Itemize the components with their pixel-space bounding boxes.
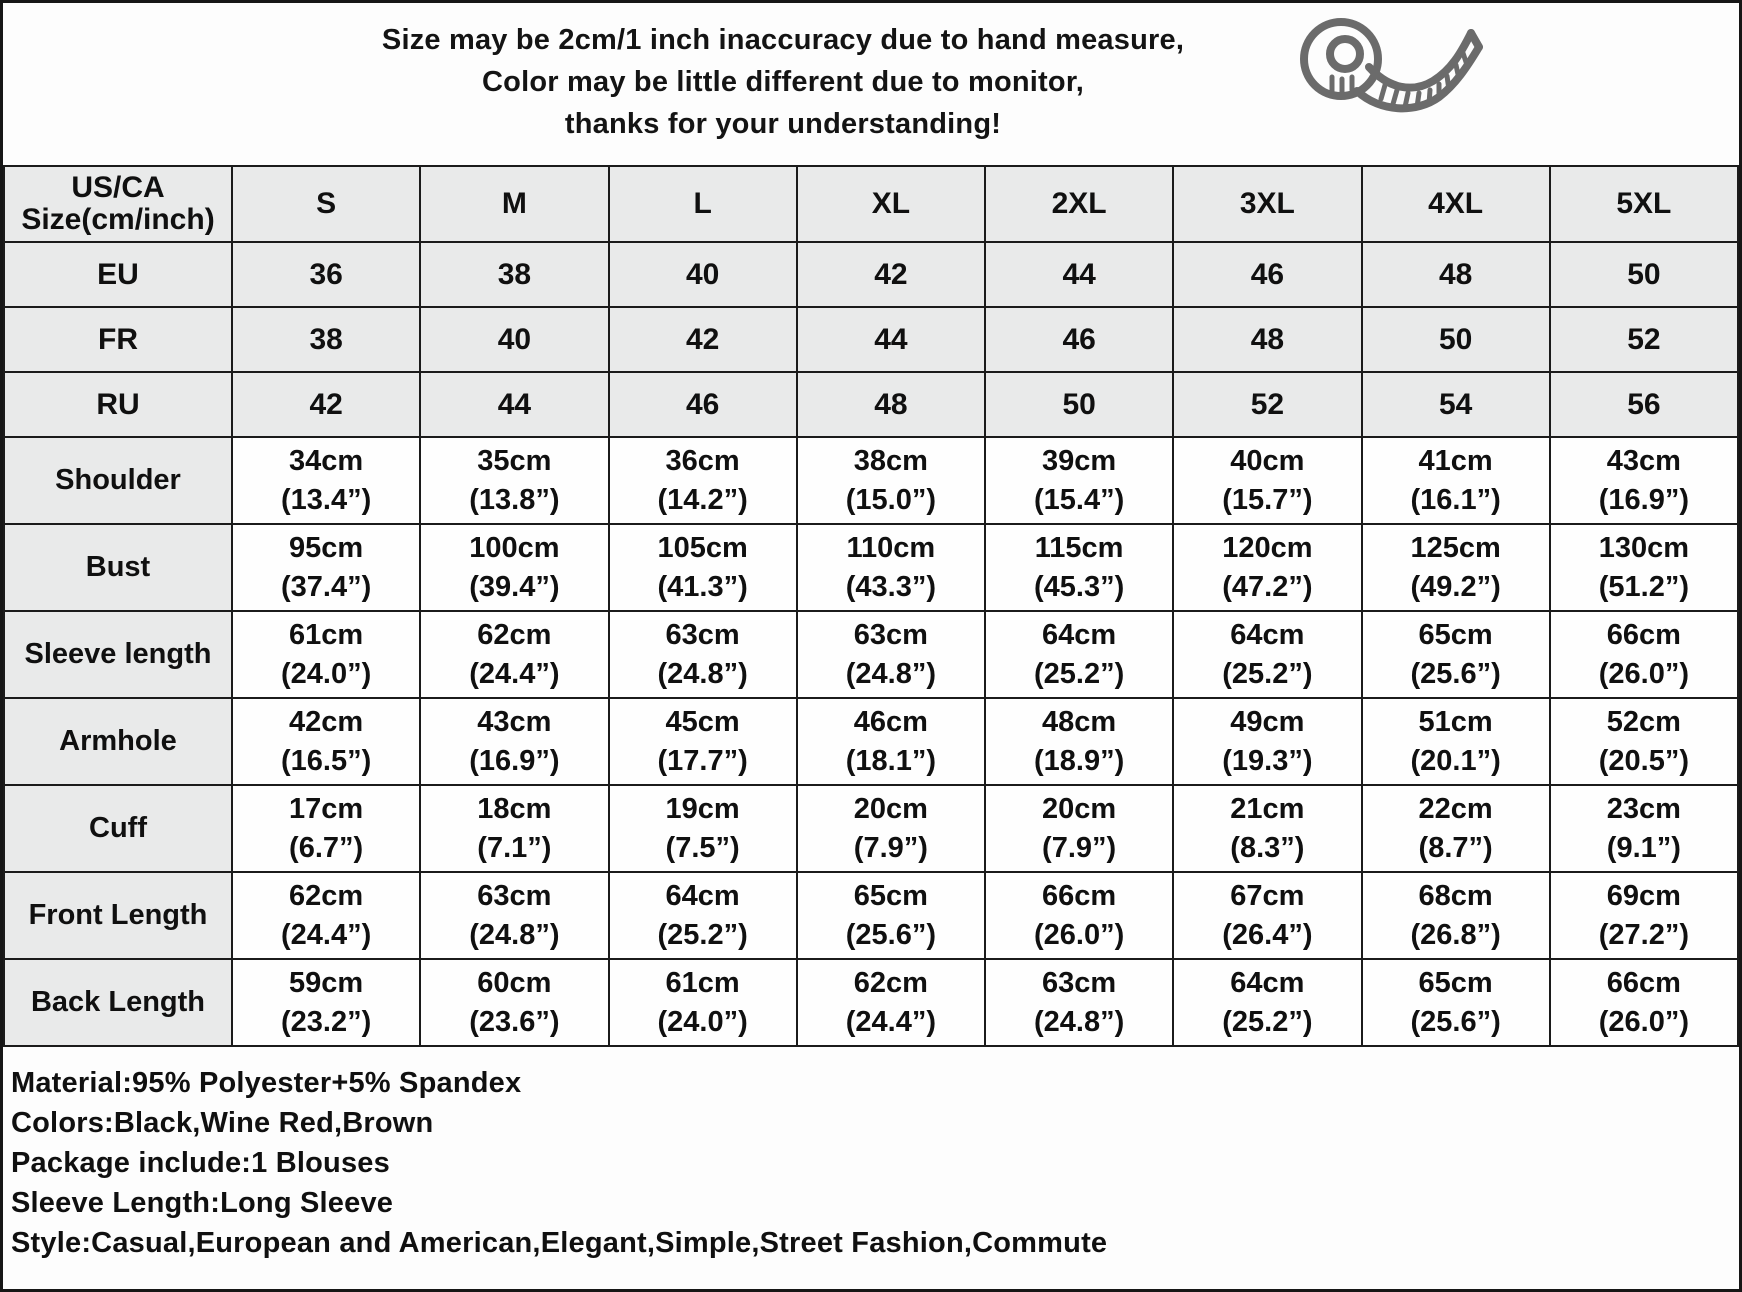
inch-value: (26.0”)	[1598, 1005, 1689, 1038]
measurement-cell	[1550, 524, 1738, 611]
size-value-cell: 48	[797, 372, 985, 437]
row-label: RU	[4, 372, 232, 437]
size-header-row	[4, 166, 1738, 242]
inch-value: (25.6”)	[1410, 657, 1501, 690]
inch-value: (41.3”)	[657, 570, 748, 603]
inch-value: (25.2”)	[1222, 1005, 1313, 1038]
measurement-cell	[609, 611, 797, 698]
inch-value: (14.2”)	[657, 483, 748, 516]
measurement-cell	[1550, 872, 1738, 959]
measurement-cell	[1362, 785, 1550, 872]
size-value-cell: 50	[985, 372, 1173, 437]
size-value-cell: 48	[1362, 242, 1550, 307]
measurement-cell	[1173, 698, 1361, 785]
measurement-cell	[1550, 437, 1738, 524]
cm-value: 41cm	[1418, 444, 1493, 477]
inch-value: (51.2”)	[1598, 570, 1689, 603]
measurement-cell	[1550, 698, 1738, 785]
cm-value: 100cm	[469, 531, 560, 564]
cm-value: 63cm	[665, 618, 740, 651]
inch-value: (18.9”)	[1033, 744, 1125, 777]
measurement-cell	[609, 785, 797, 872]
inch-value: (37.4”)	[280, 570, 372, 603]
cm-value: 34cm	[289, 444, 364, 477]
inch-value: (23.6”)	[469, 1005, 560, 1038]
measurement-cell	[1362, 698, 1550, 785]
cm-value: 20cm	[1042, 792, 1117, 825]
measurement-cell	[609, 437, 797, 524]
inch-value: (19.3”)	[1222, 744, 1313, 777]
measurement-cell	[420, 437, 608, 524]
measurement-cell	[797, 959, 985, 1046]
size-column-header: 2XL	[985, 166, 1173, 242]
inch-value: (25.6”)	[1410, 1005, 1501, 1038]
inch-value: (17.7”)	[657, 744, 748, 777]
inch-value: (25.2”)	[657, 918, 748, 951]
measurement-cell	[1173, 524, 1361, 611]
size-value-cell: 40	[609, 242, 797, 307]
inch-value: (25.6”)	[845, 918, 936, 951]
measurement-row	[4, 437, 1738, 524]
inch-value: (24.4”)	[845, 1005, 936, 1038]
measurement-cell	[985, 872, 1173, 959]
measurement-cell	[1550, 959, 1738, 1046]
measurement-cell	[985, 437, 1173, 524]
measurement-cell	[1173, 437, 1361, 524]
inch-value: (15.4”)	[1033, 483, 1125, 516]
cm-value: 51cm	[1418, 705, 1493, 738]
cm-value: 23cm	[1606, 792, 1681, 825]
inch-value: (7.9”)	[1042, 831, 1117, 864]
inch-value: (27.2”)	[1598, 918, 1689, 951]
inch-value: (26.4”)	[1222, 918, 1313, 951]
inch-value: (16.9”)	[1598, 483, 1689, 516]
cm-value: 66cm	[1606, 966, 1681, 999]
cm-value: 36cm	[665, 444, 740, 477]
measurement-row	[4, 959, 1738, 1046]
measurement-cell	[232, 698, 420, 785]
inch-value: (16.5”)	[280, 744, 372, 777]
cm-value: 63cm	[1042, 966, 1117, 999]
inch-value: (24.4”)	[469, 657, 560, 690]
measurement-cell	[609, 872, 797, 959]
size-value-cell: 44	[420, 372, 608, 437]
measurement-cell	[985, 611, 1173, 698]
cm-value: 62cm	[289, 879, 364, 912]
cm-value: 110cm	[846, 531, 936, 564]
size-column-header: L	[609, 166, 797, 242]
region-size-row	[4, 372, 1738, 437]
size-value-cell: 42	[232, 372, 420, 437]
cm-value: 63cm	[853, 618, 928, 651]
size-value-cell: 36	[232, 242, 420, 307]
measurement-cell	[420, 959, 608, 1046]
measurement-cell	[420, 872, 608, 959]
measurement-cell	[609, 959, 797, 1046]
cm-value: 45cm	[665, 705, 740, 738]
measurement-cell	[609, 524, 797, 611]
cm-value: 66cm	[1606, 618, 1681, 651]
measurement-cell	[797, 698, 985, 785]
region-size-row	[4, 242, 1738, 307]
cm-value: 69cm	[1606, 879, 1681, 912]
measurement-cell	[232, 611, 420, 698]
measurement-cell	[232, 785, 420, 872]
product-detail-line: Sleeve Length:Long Sleeve	[11, 1187, 394, 1219]
inch-value: (8.3”)	[1230, 831, 1305, 864]
inch-value: (43.3”)	[845, 570, 936, 603]
measurement-cell	[1173, 611, 1361, 698]
cm-value: 52cm	[1606, 705, 1681, 738]
cm-value: 21cm	[1230, 792, 1305, 825]
size-value-cell: 50	[1362, 307, 1550, 372]
cm-value: 48cm	[1042, 705, 1117, 738]
measurement-cell	[232, 872, 420, 959]
size-value-cell: 50	[1550, 242, 1738, 307]
product-detail-line: Package include:1 Blouses	[11, 1147, 390, 1179]
size-column-header: S	[232, 166, 420, 242]
measurement-cell	[985, 785, 1173, 872]
cm-value: 19cm	[665, 792, 740, 825]
measurement-row	[4, 698, 1738, 785]
inch-value: (7.1”)	[477, 831, 552, 864]
inch-value: (47.2”)	[1222, 570, 1313, 603]
size-value-cell: 44	[985, 242, 1173, 307]
measurement-cell	[1362, 437, 1550, 524]
measurement-cell	[1362, 872, 1550, 959]
size-value-cell: 52	[1173, 372, 1361, 437]
measurement-cell	[797, 437, 985, 524]
measurement-cell	[797, 524, 985, 611]
measurement-cell	[609, 698, 797, 785]
disclaimer-line-1: Size may be 2cm/1 inch inaccuracy due to hand measure,	[381, 24, 1185, 56]
measurement-cell	[232, 524, 420, 611]
corner-label-line1: US/CA	[71, 171, 165, 204]
measuring-tape-icon	[1279, 5, 1531, 139]
measurement-cell	[797, 611, 985, 698]
inch-value: (45.3”)	[1033, 570, 1125, 603]
inch-value: (24.8”)	[657, 657, 748, 690]
size-value-cell: 46	[609, 372, 797, 437]
size-value-cell: 44	[797, 307, 985, 372]
cm-value: 68cm	[1418, 879, 1493, 912]
cm-value: 95cm	[289, 531, 364, 564]
inch-value: (24.0”)	[657, 1005, 748, 1038]
size-value-cell: 38	[232, 307, 420, 372]
size-column-header: 3XL	[1173, 166, 1361, 242]
cm-value: 46cm	[853, 705, 928, 738]
inch-value: (39.4”)	[469, 570, 560, 603]
cm-value: 64cm	[1230, 966, 1305, 999]
size-value-cell: 40	[420, 307, 608, 372]
measurement-cell	[985, 959, 1173, 1046]
disclaimer-header	[3, 3, 1739, 165]
size-value-cell: 48	[1173, 307, 1361, 372]
cm-value: 39cm	[1042, 444, 1117, 477]
inch-value: (24.0”)	[280, 657, 372, 690]
size-value-cell: 46	[1173, 242, 1361, 307]
cm-value: 64cm	[665, 879, 740, 912]
inch-value: (6.7”)	[289, 831, 364, 864]
cm-value: 105cm	[657, 531, 748, 564]
measurement-row	[4, 785, 1738, 872]
measurement-cell	[420, 524, 608, 611]
measurement-cell	[420, 698, 608, 785]
size-column-header: XL	[797, 166, 985, 242]
cm-value: 43cm	[1606, 444, 1681, 477]
inch-value: (7.5”)	[665, 831, 740, 864]
inch-value: (49.2”)	[1410, 570, 1501, 603]
measurement-cell	[1362, 611, 1550, 698]
cm-value: 115cm	[1034, 531, 1124, 564]
measurement-cell	[1173, 785, 1361, 872]
measurement-cell	[985, 524, 1173, 611]
inch-value: (13.4”)	[280, 483, 372, 516]
size-value-cell: 54	[1362, 372, 1550, 437]
cm-value: 20cm	[853, 792, 928, 825]
cm-value: 65cm	[853, 879, 928, 912]
inch-value: (24.8”)	[845, 657, 936, 690]
measurement-cell	[1550, 611, 1738, 698]
row-label: Bust	[4, 524, 232, 611]
row-label: EU	[4, 242, 232, 307]
inch-value: (24.8”)	[1033, 1005, 1125, 1038]
cm-value: 40cm	[1230, 444, 1305, 477]
cm-value: 64cm	[1042, 618, 1117, 651]
inch-value: (23.2”)	[280, 1005, 372, 1038]
row-label: Armhole	[4, 698, 232, 785]
inch-value: (24.4”)	[280, 918, 372, 951]
measurement-row	[4, 611, 1738, 698]
row-label: Cuff	[4, 785, 232, 872]
cm-value: 65cm	[1418, 966, 1493, 999]
measurement-cell	[1173, 959, 1361, 1046]
measurement-cell	[985, 698, 1173, 785]
inch-value: (26.0”)	[1033, 918, 1125, 951]
inch-value: (9.1”)	[1606, 831, 1681, 864]
row-label: Back Length	[4, 959, 232, 1046]
measurement-cell	[232, 437, 420, 524]
size-chart-table	[3, 165, 1739, 1047]
cm-value: 65cm	[1418, 618, 1493, 651]
region-size-row	[4, 307, 1738, 372]
cm-value: 61cm	[665, 966, 740, 999]
cm-value: 17cm	[289, 792, 364, 825]
inch-value: (25.2”)	[1222, 657, 1313, 690]
cm-value: 61cm	[289, 618, 364, 651]
inch-value: (15.7”)	[1222, 483, 1313, 516]
product-detail-line: Colors:Black,Wine Red,Brown	[11, 1107, 434, 1139]
measurement-cell	[232, 959, 420, 1046]
measurement-row	[4, 872, 1738, 959]
inch-value: (26.8”)	[1410, 918, 1501, 951]
cm-value: 22cm	[1418, 792, 1493, 825]
size-value-cell: 42	[797, 242, 985, 307]
measurement-cell	[420, 611, 608, 698]
cm-value: 130cm	[1598, 531, 1690, 564]
size-column-header: 5XL	[1550, 166, 1738, 242]
inch-value: (20.1”)	[1410, 744, 1501, 777]
disclaimer-line-2: Color may be little different due to monitor,	[482, 66, 1084, 98]
inch-value: (25.2”)	[1033, 657, 1125, 690]
product-detail-line: Material:95% Polyester+5% Spandex	[11, 1067, 522, 1099]
size-column-header: M	[420, 166, 608, 242]
inch-value: (15.0”)	[845, 483, 936, 516]
inch-value: (16.1”)	[1410, 483, 1501, 516]
measurement-cell	[1362, 959, 1550, 1046]
measurement-cell	[797, 872, 985, 959]
measurement-cell	[1173, 872, 1361, 959]
inch-value: (20.5”)	[1598, 744, 1689, 777]
cm-value: 67cm	[1230, 879, 1305, 912]
product-detail-line: Style:Casual,European and American,Elegant,Simple,Street Fashion,Commute	[11, 1227, 1108, 1259]
size-value-cell: 38	[420, 242, 608, 307]
cm-value: 60cm	[477, 966, 552, 999]
inch-value: (24.8”)	[469, 918, 560, 951]
cm-value: 125cm	[1410, 531, 1501, 564]
cm-value: 64cm	[1230, 618, 1305, 651]
size-value-cell: 52	[1550, 307, 1738, 372]
inch-value: (8.7”)	[1418, 831, 1493, 864]
cm-value: 38cm	[853, 444, 928, 477]
measurement-cell	[797, 785, 985, 872]
inch-value: (7.9”)	[853, 831, 928, 864]
corner-header-cell	[4, 166, 232, 242]
row-label: Sleeve length	[4, 611, 232, 698]
cm-value: 43cm	[477, 705, 552, 738]
cm-value: 42cm	[289, 705, 364, 738]
size-value-cell: 46	[985, 307, 1173, 372]
cm-value: 49cm	[1230, 705, 1305, 738]
cm-value: 59cm	[289, 966, 364, 999]
size-value-cell: 42	[609, 307, 797, 372]
corner-label-line2: Size(cm/inch)	[21, 203, 215, 236]
size-value-cell: 56	[1550, 372, 1738, 437]
product-details	[3, 1047, 1739, 1289]
row-label: Front Length	[4, 872, 232, 959]
measurement-cell	[420, 785, 608, 872]
cm-value: 66cm	[1042, 879, 1117, 912]
inch-value: (13.8”)	[469, 483, 560, 516]
row-label: Shoulder	[4, 437, 232, 524]
measurement-cell	[1362, 524, 1550, 611]
cm-value: 62cm	[853, 966, 928, 999]
size-column-header: 4XL	[1362, 166, 1550, 242]
inch-value: (26.0”)	[1598, 657, 1689, 690]
cm-value: 62cm	[477, 618, 552, 651]
measurement-cell	[1550, 785, 1738, 872]
inch-value: (18.1”)	[845, 744, 936, 777]
disclaimer-line-3: thanks for your understanding!	[564, 108, 1002, 140]
inch-value: (16.9”)	[469, 744, 560, 777]
row-label: FR	[4, 307, 232, 372]
cm-value: 18cm	[477, 792, 552, 825]
measurement-row	[4, 524, 1738, 611]
cm-value: 120cm	[1222, 531, 1313, 564]
cm-value: 63cm	[477, 879, 552, 912]
cm-value: 35cm	[477, 444, 552, 477]
